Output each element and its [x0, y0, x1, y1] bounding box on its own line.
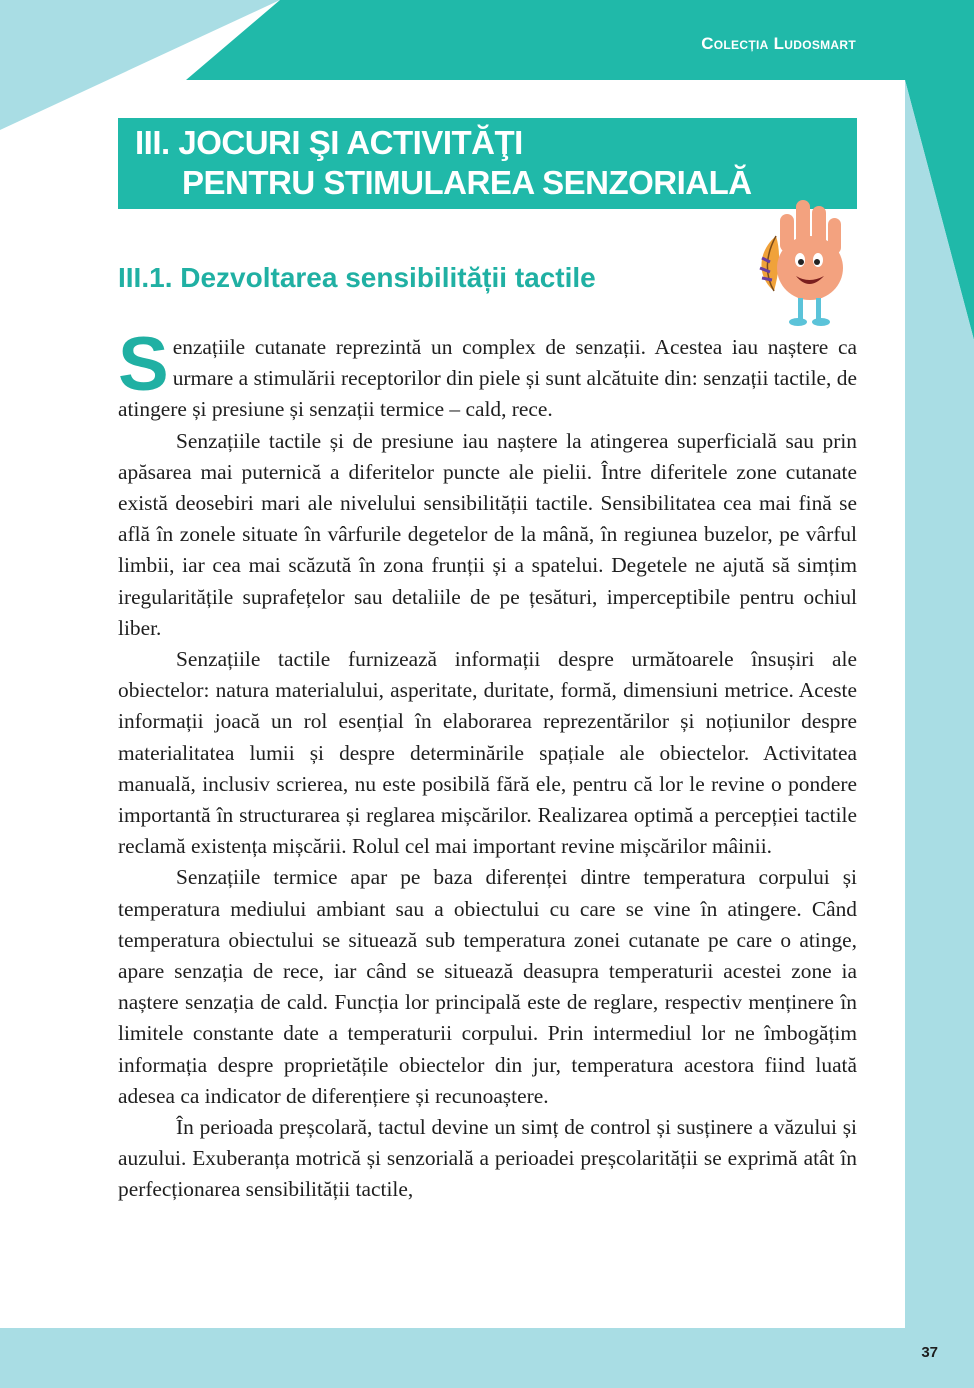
paragraph-5: În perioada preșcolară, tactul devine un simț de control și susținere a văzului și auzului. Exuberanța motrică și senzorială a perioadei preșcolarității se exprimă atât în perfecționarea sensibilității tactile, [118, 1115, 857, 1202]
chapter-heading-line1: III. JOCURI ŞI ACTIVITĂŢI [135, 124, 523, 161]
chapter-heading [118, 118, 857, 209]
paragraph-4: Senzațiile termice apar pe baza diferenței dintre temperatura corpului și temperatura mediului ambiant sau a obiectului cu care se vine în atingere. Când temperatura obiectului se situează sub temperatura zonei cutanate pe care o atinge, apare senzația de rece, iar când se situează deasupra temperaturii acestei zone ia naștere senzația de cald. Funcția lor principală este de reglare, respectiv menținere în limitele constante date a temperaturii corpului. Prin intermediul lor ne îmbogățim informația despre proprietățile obiectelor din jur, temperatura acestora fiind luată adesea ca indicator de diferențiere și recunoaștere. [118, 865, 857, 1108]
hand-mascot-icon [748, 196, 858, 328]
paragraph-2: Senzațiile tactile și de presiune iau naștere la atingerea superficială sau prin apăsarea mai puternică a diferitelor puncte ale pielii. Între diferitele zone cutanate există deosebiri mari ale nivelului sensibilității tactile. Sensibilitatea cea mai fină se află în zonele situate în vârfurile degetelor de la mână, în regiunea buzelor, pe vârful limbii, iar cea mai scăzută în zona frunții și a spatelui. Degetele ne ajută să simțim iregularitățile suprafețelor sau detaliile de pe țesături, imperceptibile pentru ochiul liber. [118, 428, 857, 640]
body-text [118, 322, 857, 1206]
series-title: Colecția Ludosmart [701, 34, 856, 53]
paragraph-1 [118, 322, 857, 426]
drop-cap: S [118, 322, 169, 407]
paragraph-1-text: enzațiile cutanate reprezintă un complex de senzații. Acestea iau naștere ca urmare a stimulării receptorilor din piele și sunt alcătuite din: senzații tactile, de atingere și presiune și senzații termice – cald, rece. [118, 335, 857, 422]
chapter-heading-line2: PENTRU STIMULAREA SENZORIALĂ [182, 164, 752, 201]
section-title: III.1. Dezvoltarea sensibilității tactile [118, 262, 596, 293]
paragraph-3: Senzațiile tactile furnizează informații despre următoarele însușiri ale obiectelor: natura materialului, asperitate, duritate, formă, dimensiuni metrice. Aceste informații joacă un rol esențial în elaborarea reprezentărilor și noțiunilor despre materialitatea lumii și despre determinările spațiale ale obiectelor. Activitatea manuală, inclusiv scrierea, nu este posibilă fără ele, pentru că lor le revine o pondere importantă în structurarea și reglarea mișcărilor. Realizarea optimă a percepției tactile reclamă existența mișcării. Rolul cel mai important revine mișcărilor mâinii. [118, 647, 857, 859]
page-number: 37 [921, 1344, 938, 1361]
